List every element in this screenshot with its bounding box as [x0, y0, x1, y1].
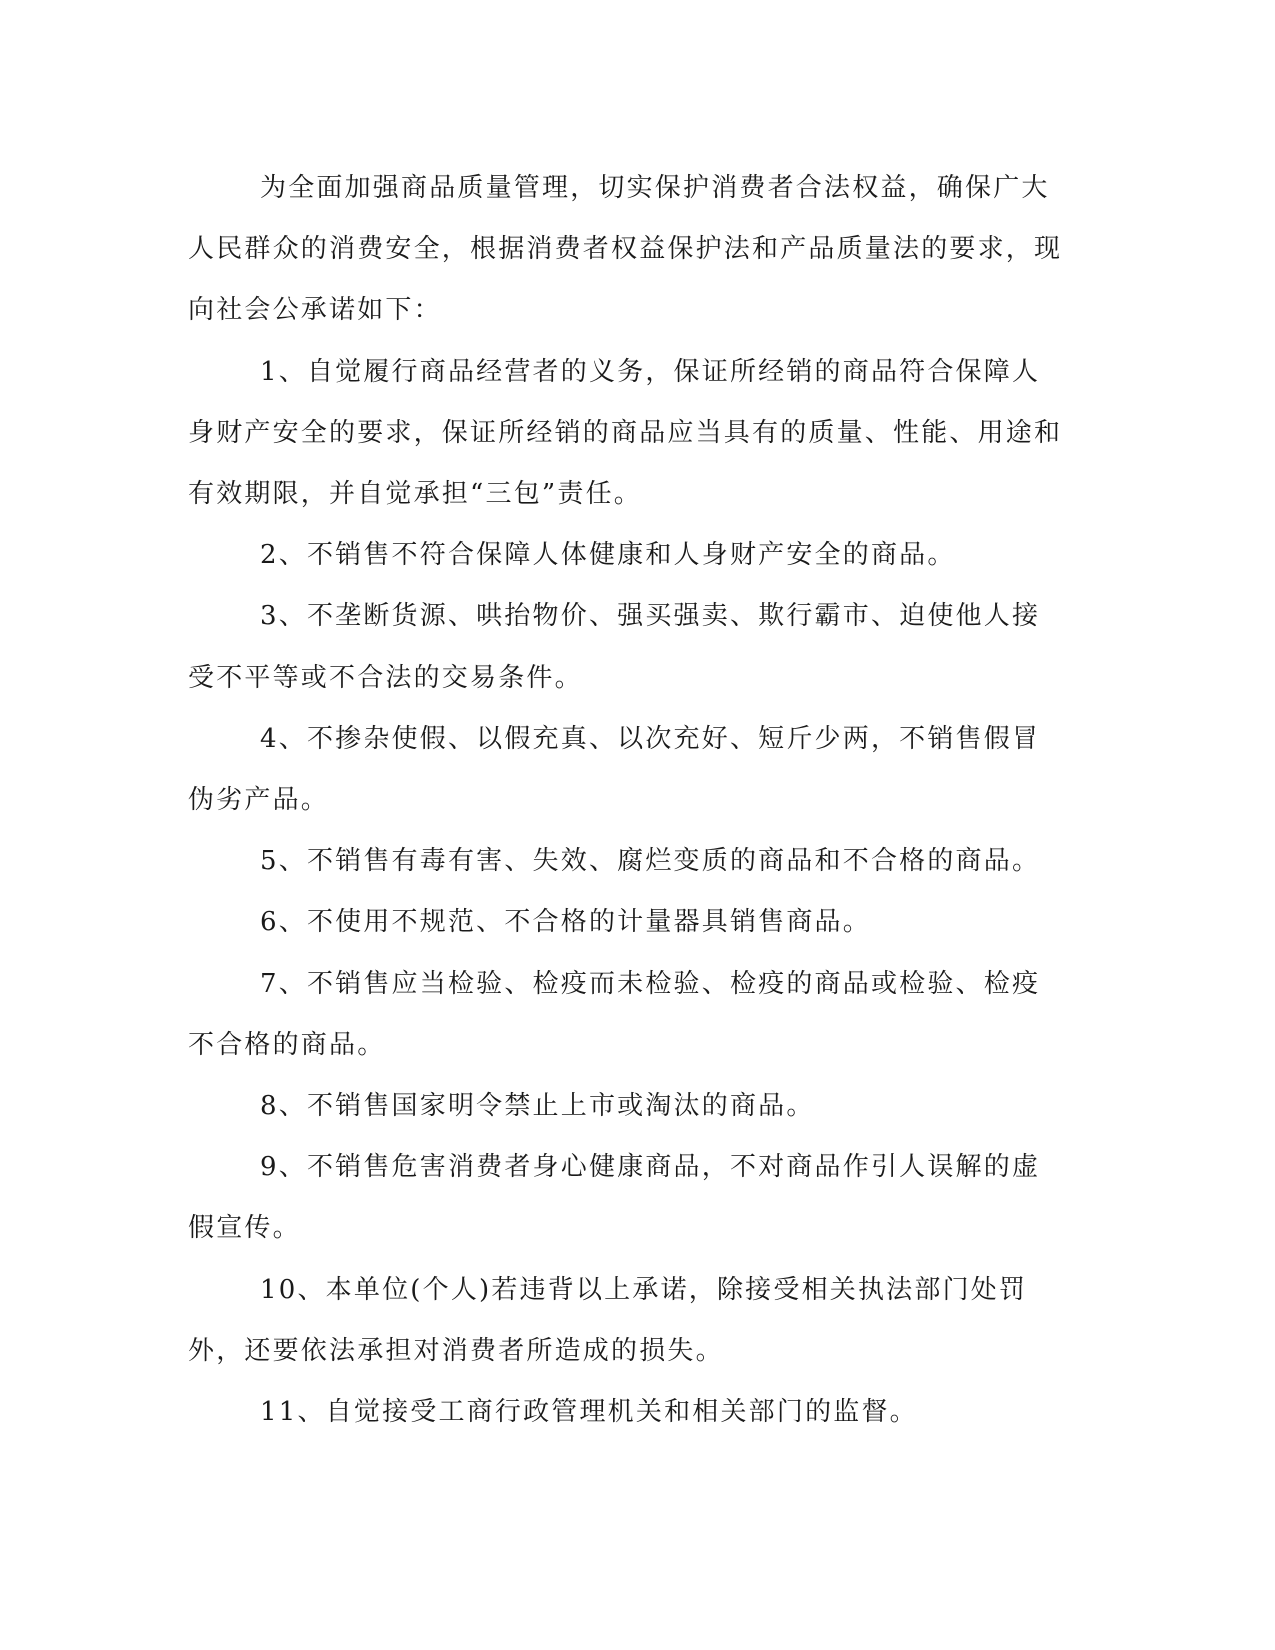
- commitment-item-8: 8、不销售国家明令禁止上市或淘汰的商品。: [260, 1091, 815, 1122]
- commitment-item-11: 11、自觉接受工商行政管理机关和相关部门的监督。: [260, 1397, 918, 1428]
- commitment-item-4: 4、不掺杂使假、以假充真、以次充好、短斤少两，不销售假冒伪劣产品。: [188, 723, 1041, 816]
- commitment-item-3: 3、不垄断货源、哄抬物价、强买强卖、欺行霸市、迫使他人接受不平等或不合法的交易条件。: [188, 601, 1041, 693]
- commitment-item-1: 1、自觉履行商品经营者的义务，保证所经销的商品符合保障人身财产安全的要求，保证所经销的商品应当具有的质量、性能、用途和有效期限，并自觉承担“三包”责任。: [188, 356, 1063, 510]
- commitment-item-6: 6、不使用不规范、不合格的计量器具销售商品。: [260, 907, 871, 938]
- document-body: [188, 158, 1068, 1443]
- commitment-item-2: 2、不销售不符合保障人体健康和人身财产安全的商品。: [260, 540, 956, 571]
- commitment-item-9: 9、不销售危害消费者身心健康商品，不对商品作引人误解的虚假宣传。: [188, 1152, 1041, 1244]
- intro-paragraph: 为全面加强商品质量管理，切实保护消费者合法权益，确保广大人民群众的消费安全，根据消费者权益保护法和产品质量法的要求，现向社会公承诺如下：: [188, 173, 1063, 326]
- commitment-item-7: 7、不销售应当检验、检疫而未检验、检疫的商品或检验、检疫不合格的商品。: [188, 968, 1041, 1060]
- commitment-item-10: 10、本单位(个人)若违背以上承诺，除接受相关执法部门处罚外，还要依法承担对消费者所造成的损失。: [188, 1274, 1028, 1366]
- commitment-item-5: 5、不销售有毒有害、失效、腐烂变质的商品和不合格的商品。: [260, 846, 1041, 877]
